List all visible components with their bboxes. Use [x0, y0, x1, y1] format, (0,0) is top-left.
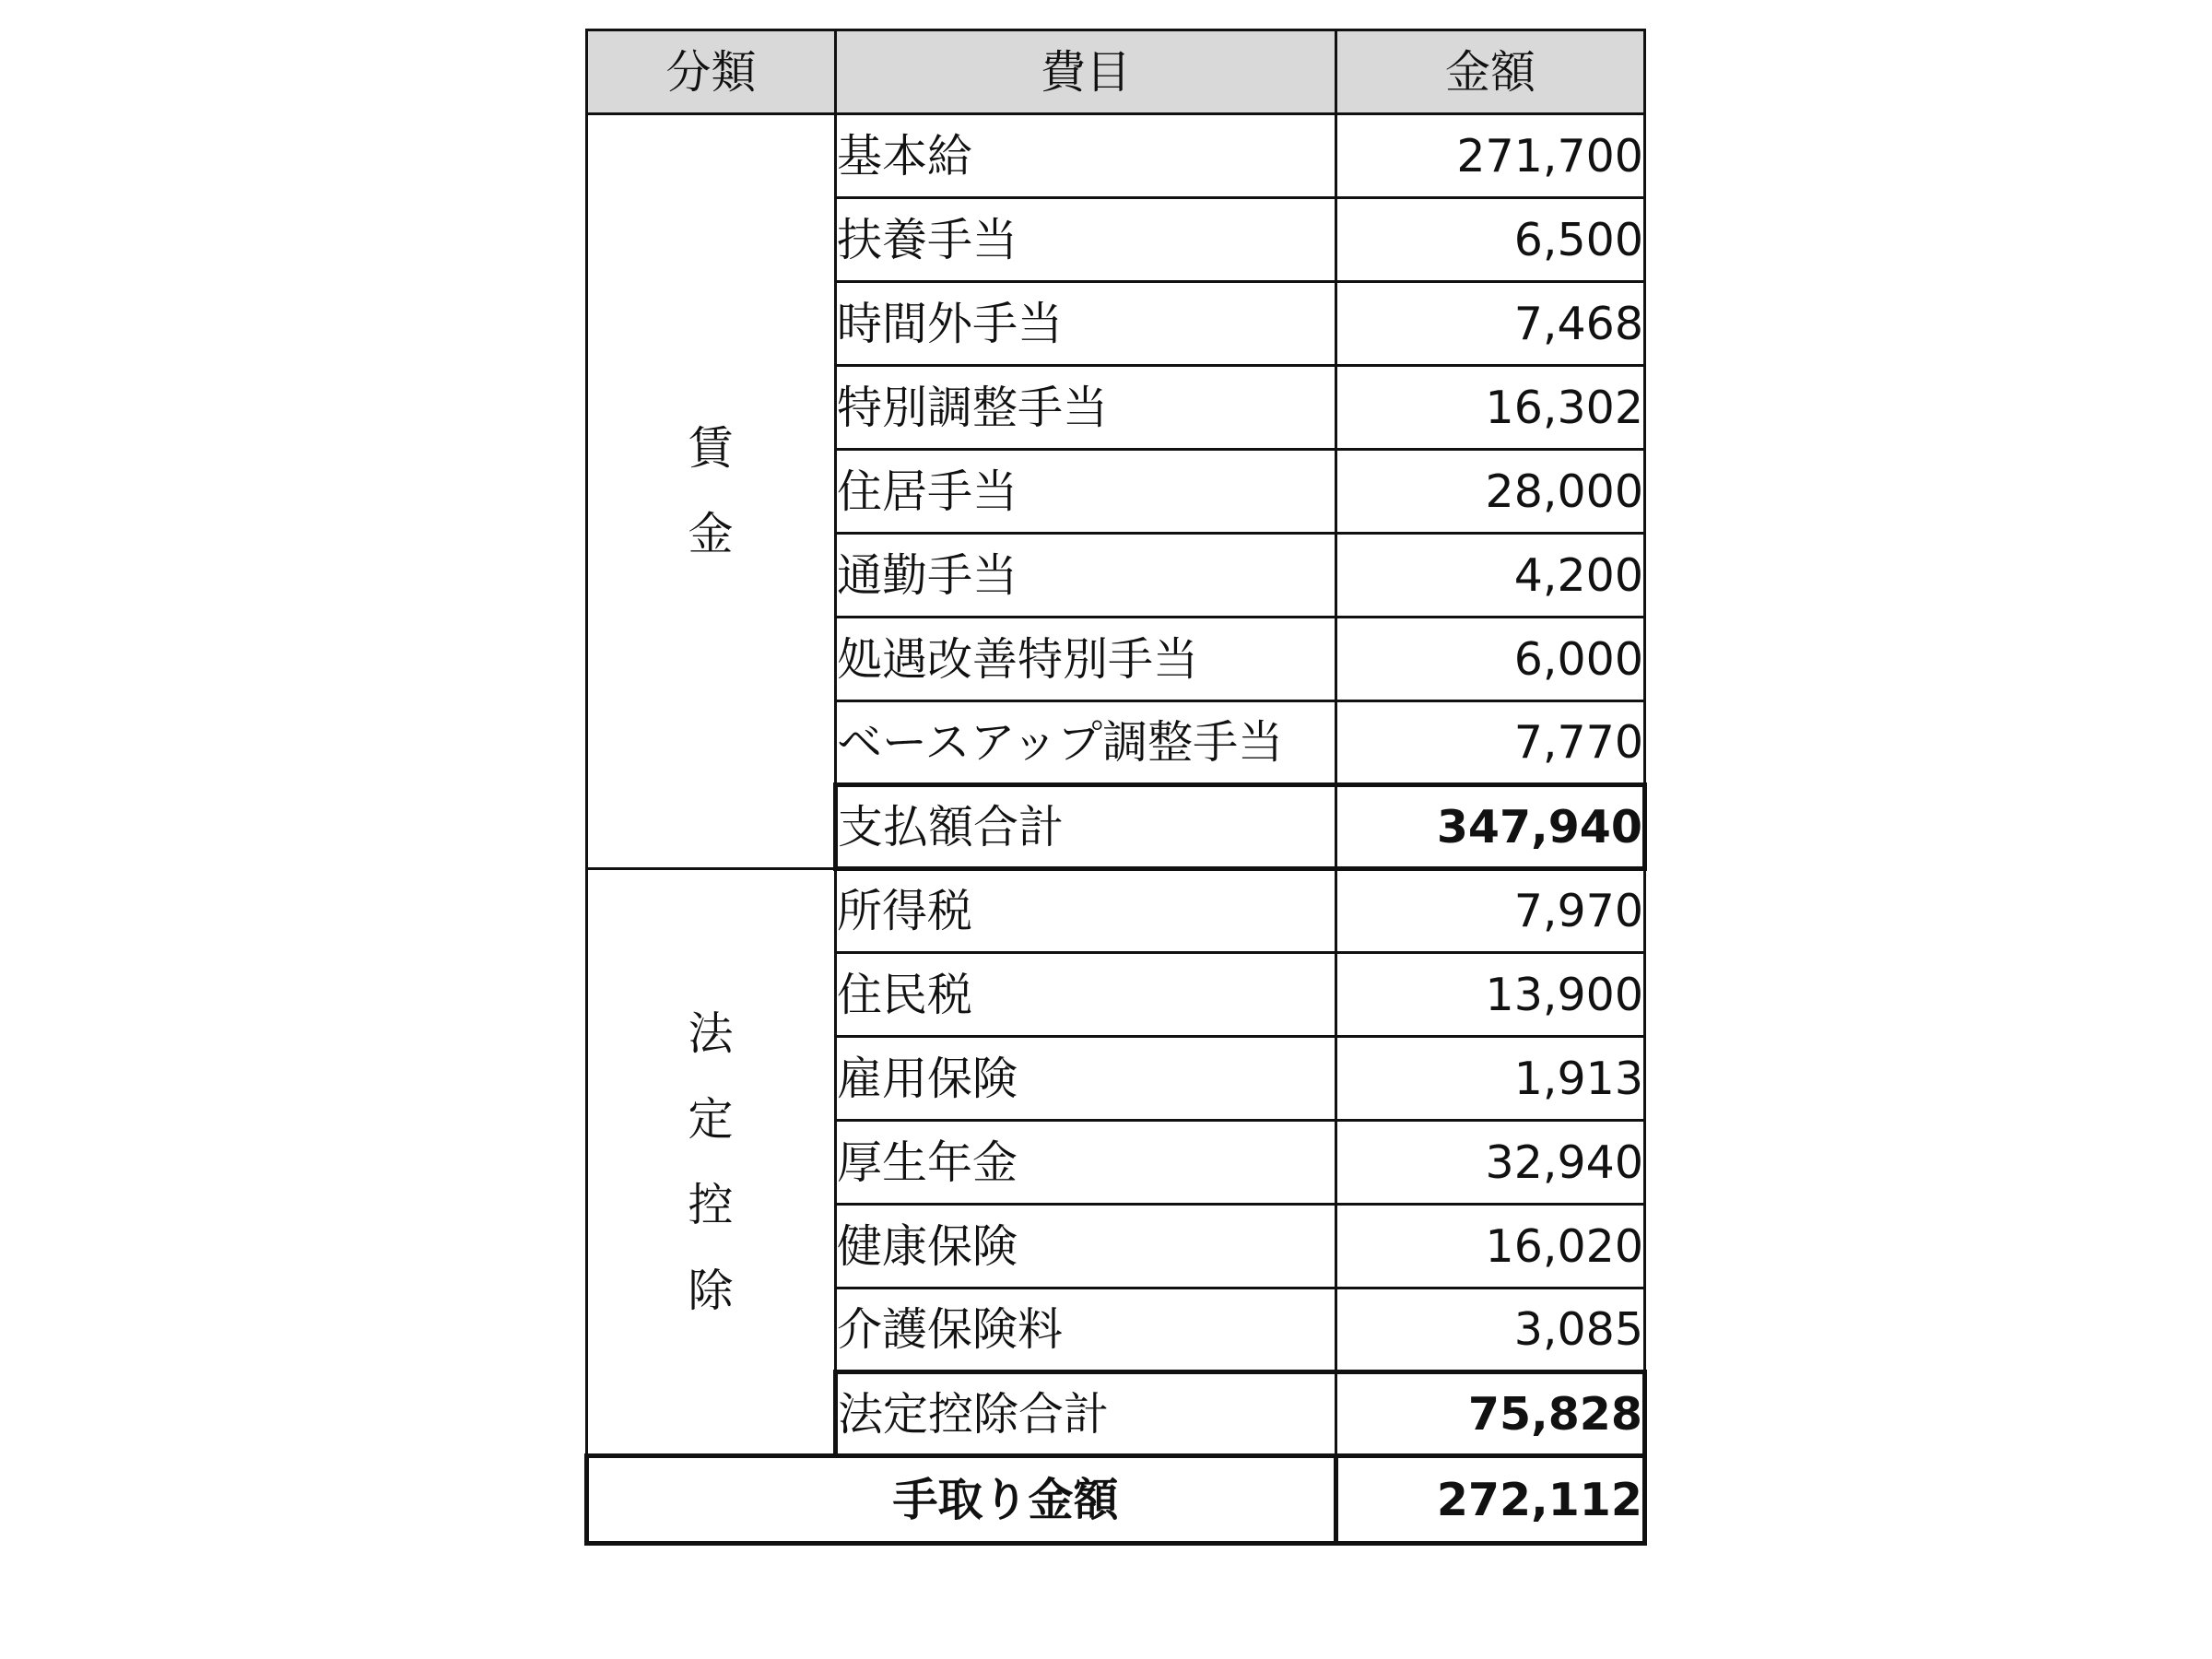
item-cell: 厚生年金 — [836, 1121, 1336, 1205]
amount-cell: 6,500 — [1336, 198, 1645, 282]
item-cell: ベースアップ調整手当 — [836, 701, 1336, 785]
net-pay-label: 手取り金額 — [587, 1456, 1336, 1544]
item-cell: 所得税 — [836, 869, 1336, 953]
deductions-total-amount: 75,828 — [1336, 1372, 1645, 1456]
deductions-total-label: 法定控除合計 — [836, 1372, 1336, 1456]
amount-cell: 271,700 — [1336, 114, 1645, 198]
table-header-row — [587, 30, 1645, 114]
category-wages-label: 賃 金 — [688, 422, 734, 560]
amount-cell: 28,000 — [1336, 450, 1645, 534]
payslip-table — [584, 29, 1647, 1546]
amount-cell: 4,200 — [1336, 534, 1645, 618]
item-cell: 扶養手当 — [836, 198, 1336, 282]
wages-total-amount: 347,940 — [1336, 785, 1645, 869]
header-category: 分類 — [587, 30, 836, 114]
amount-cell: 16,302 — [1336, 366, 1645, 450]
item-cell: 処遇改善特別手当 — [836, 618, 1336, 701]
category-deductions — [587, 869, 836, 1456]
item-cell: 住居手当 — [836, 450, 1336, 534]
item-cell: 通勤手当 — [836, 534, 1336, 618]
category-wages — [587, 114, 836, 869]
amount-cell: 3,085 — [1336, 1288, 1645, 1372]
item-cell: 介護保険料 — [836, 1288, 1336, 1372]
category-deductions-label: 法 定 控 除 — [688, 1006, 734, 1317]
item-cell: 住民税 — [836, 953, 1336, 1037]
item-cell: 特別調整手当 — [836, 366, 1336, 450]
header-item: 費目 — [836, 30, 1336, 114]
amount-cell: 7,770 — [1336, 701, 1645, 785]
item-cell: 雇用保険 — [836, 1037, 1336, 1121]
amount-cell: 32,940 — [1336, 1121, 1645, 1205]
amount-cell: 13,900 — [1336, 953, 1645, 1037]
header-amount: 金額 — [1336, 30, 1645, 114]
table-row — [587, 114, 1645, 198]
item-cell: 健康保険 — [836, 1205, 1336, 1288]
amount-cell: 16,020 — [1336, 1205, 1645, 1288]
net-pay-amount: 272,112 — [1336, 1456, 1645, 1544]
table-row — [587, 869, 1645, 953]
item-cell: 時間外手当 — [836, 282, 1336, 366]
amount-cell: 1,913 — [1336, 1037, 1645, 1121]
net-pay-row — [587, 1456, 1645, 1544]
amount-cell: 6,000 — [1336, 618, 1645, 701]
amount-cell: 7,468 — [1336, 282, 1645, 366]
wages-total-label: 支払額合計 — [836, 785, 1336, 869]
amount-cell: 7,970 — [1336, 869, 1645, 953]
item-cell: 基本給 — [836, 114, 1336, 198]
